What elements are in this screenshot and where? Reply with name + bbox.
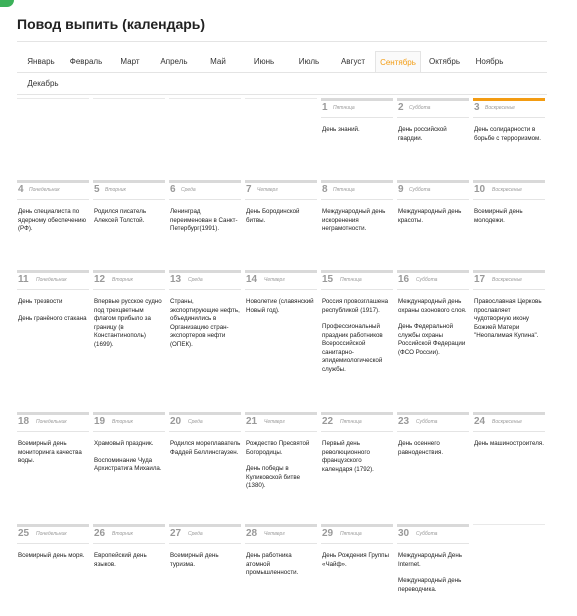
event-list xyxy=(245,432,317,491)
event-list xyxy=(169,290,241,349)
day-cell xyxy=(93,412,165,482)
event-text: День Федеральной службы охраны Российской Федерации (ФСО России). xyxy=(398,323,466,356)
month-tabs-row-1 xyxy=(17,51,547,72)
day-header xyxy=(17,273,89,290)
day-header xyxy=(169,183,241,200)
day-number: 19 xyxy=(94,416,106,427)
day-header xyxy=(397,415,469,432)
event-text: Всемирный день туризма. xyxy=(170,552,219,568)
event-list xyxy=(93,432,165,474)
page-title: Повод выпить (календарь) xyxy=(17,16,206,32)
event-list xyxy=(93,544,165,569)
day-cell xyxy=(321,270,393,382)
tab-january[interactable]: Январь xyxy=(27,57,55,66)
day-number: 15 xyxy=(322,274,334,285)
day-cell xyxy=(397,412,469,465)
event-text: Первый день революционного французского календаря (1792). xyxy=(322,440,374,473)
day-header xyxy=(321,273,393,290)
event-text: Православная Церковь прославляет чудотворную икону Божией Матери "Неопалимая Купина". xyxy=(474,298,542,339)
day-number: 9 xyxy=(398,184,404,195)
day-cell xyxy=(17,412,89,474)
event-list xyxy=(17,290,89,323)
weekday-label: Воскресенье xyxy=(485,105,515,111)
empty-day-cell xyxy=(473,524,545,528)
day-number: 14 xyxy=(246,274,258,285)
event-list xyxy=(321,432,393,474)
event-text: Европейский день языков. xyxy=(94,552,147,568)
weekday-label: Пятница xyxy=(340,419,362,425)
tab-april[interactable]: Апрель xyxy=(160,57,188,66)
day-number: 18 xyxy=(18,416,30,427)
day-cell xyxy=(321,180,393,242)
tab-february[interactable]: Февраль xyxy=(69,57,103,66)
event-text: Родился мореплаватель Фаддей Беллинсгаузен. xyxy=(170,440,241,456)
event-text: Родился писатель Алексей Толстой. xyxy=(94,208,147,224)
tab-july[interactable]: Июль xyxy=(298,57,320,66)
event-list xyxy=(17,432,89,466)
day-header xyxy=(245,183,317,200)
day-cell xyxy=(17,180,89,242)
day-header xyxy=(245,273,317,290)
event-list xyxy=(93,290,165,349)
day-cell xyxy=(473,412,545,457)
event-list xyxy=(169,200,241,234)
weekday-label: Суббота xyxy=(416,531,438,537)
day-header xyxy=(321,527,393,544)
weekday-label: Пятница xyxy=(340,531,362,537)
event-list xyxy=(397,544,469,594)
event-text: День российской гвардии. xyxy=(398,126,447,142)
weekday-label: Вторник xyxy=(112,531,133,537)
day-number: 7 xyxy=(246,184,252,195)
day-cell xyxy=(245,412,317,499)
leaf-icon xyxy=(0,0,14,7)
event-list xyxy=(397,290,469,357)
event-text: День Бородинской битвы. xyxy=(246,208,300,224)
event-list xyxy=(473,200,545,225)
event-list xyxy=(17,544,89,561)
event-list xyxy=(245,200,317,225)
day-header xyxy=(17,415,89,432)
day-number: 20 xyxy=(170,416,182,427)
day-header xyxy=(245,527,317,544)
day-cell xyxy=(169,270,241,357)
day-number: 10 xyxy=(474,184,486,195)
weekday-label: Четверг xyxy=(264,531,285,537)
weekday-label: Воскресенье xyxy=(492,419,522,425)
day-header xyxy=(397,273,469,290)
event-text: Россия провозглашена республикой (1917). xyxy=(322,298,389,314)
day-number: 8 xyxy=(322,184,328,195)
day-header xyxy=(93,527,165,544)
day-header xyxy=(93,183,165,200)
weekday-label: Среда xyxy=(188,419,203,425)
tab-june[interactable]: Июнь xyxy=(253,57,275,66)
tab-december[interactable]: Декабрь xyxy=(27,79,59,88)
event-text: День осеннего равноденствия. xyxy=(398,440,444,456)
weekday-label: Среда xyxy=(188,277,203,283)
event-text: Всемирный день моря. xyxy=(18,552,85,559)
weekday-label: Воскресенье xyxy=(492,187,522,193)
event-list xyxy=(321,544,393,569)
day-cell xyxy=(93,524,165,577)
day-header xyxy=(321,183,393,200)
tab-march[interactable]: Март xyxy=(120,57,140,66)
event-text: День гранёного стакана xyxy=(18,314,87,322)
day-header xyxy=(245,415,317,432)
divider xyxy=(17,41,547,42)
day-number: 17 xyxy=(474,274,486,285)
weekday-label: Четверг xyxy=(257,187,278,193)
event-text: День машиностроителя. xyxy=(474,440,544,447)
day-header xyxy=(321,415,393,432)
day-number: 6 xyxy=(170,184,176,195)
day-number: 12 xyxy=(94,274,106,285)
day-cell xyxy=(321,412,393,482)
event-text: Международный день искоренения неграмотности. xyxy=(322,208,386,232)
day-header xyxy=(93,273,165,290)
day-header xyxy=(397,183,469,200)
event-text: День Рождения Группы «Чайф». xyxy=(322,552,389,568)
event-list xyxy=(473,118,545,143)
event-text: Новолетие (славянский Новый год). xyxy=(246,298,314,314)
event-text: Воспоминание Чуда Архистратига Михаила. xyxy=(94,456,162,472)
event-list xyxy=(169,432,241,457)
event-list xyxy=(93,200,165,225)
day-header xyxy=(169,527,241,544)
day-number: 1 xyxy=(322,102,328,113)
event-text: Всемирный день мониторинга качества воды. xyxy=(18,440,82,464)
weekday-label: Воскресенье xyxy=(492,277,522,283)
weekday-label: Понедельник xyxy=(36,419,67,425)
divider xyxy=(17,94,547,95)
event-text: День специалиста по ядерному обеспечению (РФ). xyxy=(18,208,87,232)
day-number: 30 xyxy=(398,528,410,539)
weekday-label: Среда xyxy=(188,531,203,537)
event-list xyxy=(397,432,469,457)
day-cell xyxy=(17,524,89,569)
event-text: Рождество Пресвятой Богородицы. xyxy=(246,440,310,456)
tab-october[interactable]: Октябрь xyxy=(428,57,460,66)
day-cell xyxy=(397,180,469,233)
empty-day-cell xyxy=(93,98,165,102)
weekday-label: Вторник xyxy=(112,419,133,425)
day-header xyxy=(397,527,469,544)
day-cell xyxy=(169,180,241,242)
empty-day-cell xyxy=(17,98,89,102)
day-number: 4 xyxy=(18,184,24,195)
weekday-label: Пятница xyxy=(333,105,355,111)
event-list xyxy=(321,290,393,374)
day-cell xyxy=(245,270,317,323)
event-text: Храмовый праздник. xyxy=(94,440,154,447)
day-header xyxy=(169,415,241,432)
day-number: 23 xyxy=(398,416,410,427)
day-cell xyxy=(473,270,545,349)
weekday-label: Четверг xyxy=(264,419,285,425)
event-list xyxy=(397,118,469,143)
weekday-label: Четверг xyxy=(264,277,285,283)
event-text: Профессиональный праздник работников Всероссийской санитарно-эпидемиологической службы. xyxy=(322,323,383,373)
day-header xyxy=(473,415,545,432)
day-header xyxy=(321,101,393,118)
event-text: Международный День Internet. xyxy=(398,552,462,568)
event-text: Страны, экспортирующие нефть, объединились в Организацию стран-экспортеров нефти (ОПЕК). xyxy=(170,298,240,348)
event-text: Международный день красоты. xyxy=(398,208,462,224)
weekday-label: Суббота xyxy=(409,187,431,193)
day-cell xyxy=(17,270,89,331)
day-cell xyxy=(245,524,317,586)
weekday-label: Суббота xyxy=(409,105,431,111)
day-number: 16 xyxy=(398,274,410,285)
tab-november[interactable]: Ноябрь xyxy=(475,57,504,66)
weekday-label: Понедельник xyxy=(36,277,67,283)
day-header xyxy=(169,273,241,290)
day-number: 11 xyxy=(18,274,29,285)
tab-september[interactable]: Сентябрь xyxy=(375,51,421,72)
event-list xyxy=(321,118,393,135)
event-text: День знаний. xyxy=(322,126,360,133)
day-cell xyxy=(93,270,165,357)
event-list xyxy=(473,432,545,449)
day-number: 3 xyxy=(474,102,480,113)
event-list xyxy=(17,200,89,234)
event-text: Впервые русское судно под трехцветным флагом прибыло за границу (в Константинополь) (1699). xyxy=(94,298,162,348)
day-header xyxy=(17,183,89,200)
empty-day-cell xyxy=(169,98,241,102)
day-number: 2 xyxy=(398,102,404,113)
day-number: 5 xyxy=(94,184,100,195)
tab-august[interactable]: Август xyxy=(340,57,366,66)
day-cell xyxy=(169,412,241,465)
day-number: 25 xyxy=(18,528,30,539)
event-list xyxy=(169,544,241,569)
weekday-label: Суббота xyxy=(416,419,438,425)
weekday-label: Вторник xyxy=(112,277,133,283)
event-text: Международный день охраны озонового слоя. xyxy=(398,298,467,314)
weekday-label: Понедельник xyxy=(36,531,67,537)
day-cell xyxy=(169,524,241,577)
empty-day-cell xyxy=(245,98,317,102)
event-list xyxy=(473,290,545,341)
day-header xyxy=(17,527,89,544)
day-number: 13 xyxy=(170,274,182,285)
event-text: День работника атомной промышленности. xyxy=(246,552,299,576)
event-text: Всемирный день молодежи. xyxy=(474,208,523,224)
event-text: День трезвости xyxy=(18,298,63,305)
event-text: День победы в Куликовской битве (1380). xyxy=(246,465,301,489)
event-list xyxy=(245,290,317,315)
event-text: День солидарности в борьбе с терроризмом. xyxy=(474,126,542,142)
day-header xyxy=(473,273,545,290)
day-cell xyxy=(93,180,165,233)
event-list xyxy=(321,200,393,234)
day-number: 24 xyxy=(474,416,486,427)
day-number: 28 xyxy=(246,528,258,539)
day-number: 26 xyxy=(94,528,106,539)
day-header xyxy=(473,183,545,200)
day-header xyxy=(473,101,545,118)
day-header xyxy=(397,101,469,118)
day-number: 27 xyxy=(170,528,182,539)
day-cell xyxy=(321,98,393,143)
day-cell xyxy=(473,180,545,233)
day-cell xyxy=(397,270,469,365)
event-list xyxy=(397,200,469,225)
day-cell xyxy=(321,524,393,577)
month-tabs-row-2 xyxy=(17,73,547,95)
weekday-label: Пятница xyxy=(340,277,362,283)
event-list xyxy=(245,544,317,578)
day-cell xyxy=(397,98,469,151)
day-cell xyxy=(397,524,469,602)
weekday-label: Среда xyxy=(181,187,196,193)
weekday-label: Вторник xyxy=(105,187,126,193)
event-text: Международный день переводчика. xyxy=(398,577,462,593)
weekday-label: Пятница xyxy=(333,187,355,193)
day-cell xyxy=(245,180,317,233)
tab-may[interactable]: Май xyxy=(210,57,226,66)
event-text: Ленинград переименован в Санкт-Петербург(1991). xyxy=(170,208,238,232)
day-header xyxy=(93,415,165,432)
top-strip xyxy=(0,0,577,10)
day-cell xyxy=(473,98,545,151)
day-number: 22 xyxy=(322,416,334,427)
weekday-label: Суббота xyxy=(416,277,438,283)
day-number: 29 xyxy=(322,528,334,539)
weekday-label: Понедельник xyxy=(29,187,60,193)
day-number: 21 xyxy=(246,416,258,427)
